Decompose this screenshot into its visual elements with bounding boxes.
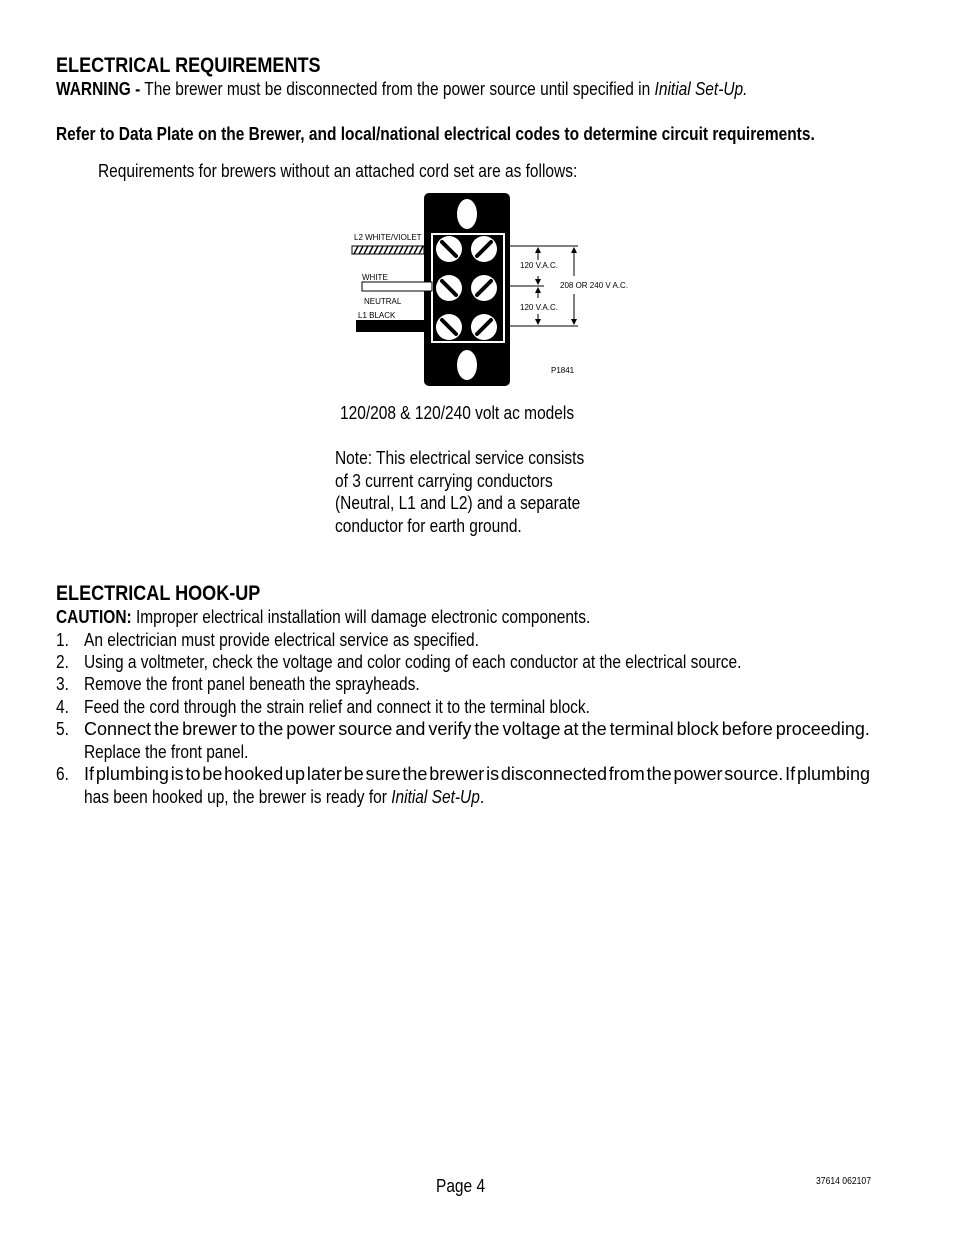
word: the — [258, 719, 284, 739]
label-neutral: NEUTRAL — [364, 297, 402, 306]
terminal-block-wiring-diagram — [350, 190, 640, 390]
caution-line — [56, 607, 590, 628]
word: to — [185, 764, 201, 784]
word: the — [154, 719, 180, 739]
word: from — [608, 764, 645, 784]
wire-white-neutral — [362, 282, 432, 291]
word: If — [785, 764, 796, 784]
warning-label: WARNING - — [56, 79, 141, 99]
diagram-caption: 120/208 & 120/240 volt ac models — [340, 403, 575, 423]
wire-l2-white-violet — [352, 246, 424, 254]
word: the — [402, 764, 428, 784]
word: Connect — [84, 719, 152, 739]
word: to — [240, 719, 256, 739]
word: be — [343, 764, 364, 784]
word: and — [395, 719, 426, 739]
word: plumbing — [95, 764, 169, 784]
word: the — [474, 719, 500, 739]
caution-label: CAUTION: — [56, 607, 132, 627]
label-white: WHITE — [362, 273, 388, 282]
note-line-2: of 3 current carrying conductors — [335, 471, 553, 491]
requirements-text: Requirements for brewers without an attached cord set are as follows: — [98, 161, 578, 181]
refer-data-plate-text: Refer to Data Plate on the Brewer, and local/national electrical codes to determine circuit requirements. — [56, 124, 815, 144]
warning-italic: Initial Set-Up. — [654, 79, 748, 99]
note-line-4: conductor for earth ground. — [335, 516, 522, 536]
word: disconnected — [500, 764, 607, 784]
word: is — [170, 764, 184, 784]
label-208-240vac: 208 OR 240 V A.C. — [560, 281, 629, 290]
word: sure — [365, 764, 401, 784]
word: power — [286, 719, 336, 739]
note-line-1: Note: This electrical service consists — [335, 448, 585, 468]
word: brewer — [182, 719, 238, 739]
document-code: 37614 062107 — [816, 1176, 872, 1187]
list-item-6-line-1 — [84, 764, 870, 785]
word: verify — [428, 719, 472, 739]
word: later — [306, 764, 342, 784]
word: brewer — [429, 764, 485, 784]
word: terminal — [609, 719, 674, 739]
warning-line — [56, 79, 747, 100]
wire-l1-black — [356, 320, 424, 332]
word: is — [486, 764, 500, 784]
section-title-requirements: ELECTRICAL REQUIREMENTS — [56, 54, 321, 77]
word: block — [676, 719, 719, 739]
word: plumbing — [796, 764, 870, 784]
word: be — [202, 764, 223, 784]
label-120vac-bottom: 120 V.A.C. — [520, 303, 558, 312]
word: source. — [724, 764, 784, 784]
label-l2: L2 WHITE/VIOLET — [354, 233, 422, 242]
word: power — [673, 764, 723, 784]
word: hooked — [224, 764, 284, 784]
list-item-5-line-1 — [84, 719, 870, 740]
word: the — [581, 719, 607, 739]
word: source — [338, 719, 393, 739]
document-page: ELECTRICAL REQUIREMENTS WARNING - The brewer must be disconnected from the power source until specified in Initial Set-Up. Refer to Data Plate on the Brewer, and local/national electrical codes to determine circuit requirements. Requirements for brewers without an attached cord set are as follows: L2 WHITE/VIOLET WHITE NEUTRAL L1 BLACK 120 V.A.C. 120 V.A.C. 208 OR 240 V A.C. P1841 120/208 & 120/240 volt ac models Note: This electrical service consists of 3 current carrying conductors (Neutral, L1 and L2) and a separate conductor for earth ground. ELECTRICAL HOOK-UP CAUTION: Improper electrical installation will damage electronic components. 1. An electrician must provide electrical service as specified. 2. Using a voltmeter, check the voltage and color coding of each conductor at the electrical source. 3. Remove the front panel beneath the sprayheads. 4. Feed the cord through the strain relief and connect it to the terminal block. 5. Connect the brewer to the power source and verify the voltage at the terminal block before proceeding. Replace the front panel. 6. If plumbing is to be hooked up later be sure the brewer is disconnected from the power source. If plumbing has been hooked up, the brewer is ready for Initial Set-Up. Page 4 37614 062107 — [56, 54, 872, 1196]
mounting-hole-bottom — [457, 350, 477, 380]
section-title-hookup: ELECTRICAL HOOK-UP — [56, 582, 261, 605]
word: before — [721, 719, 773, 739]
part-number: P1841 — [551, 366, 575, 375]
mounting-hole-top — [457, 199, 477, 229]
word: voltage — [502, 719, 561, 739]
word: at — [563, 719, 579, 739]
label-120vac-top: 120 V.A.C. — [520, 261, 558, 270]
word: up — [285, 764, 306, 784]
page-number: Page 4 — [436, 1176, 486, 1196]
word: proceeding. — [775, 719, 870, 739]
warning-text: The brewer must be disconnected from the power source until specified in — [140, 79, 655, 99]
note-line-3: (Neutral, L1 and L2) and a separate — [335, 493, 581, 513]
label-l1: L1 BLACK — [358, 311, 396, 320]
word: If — [84, 764, 95, 784]
word: the — [646, 764, 672, 784]
caution-text: Improper electrical installation will damage electronic components. — [131, 607, 591, 627]
